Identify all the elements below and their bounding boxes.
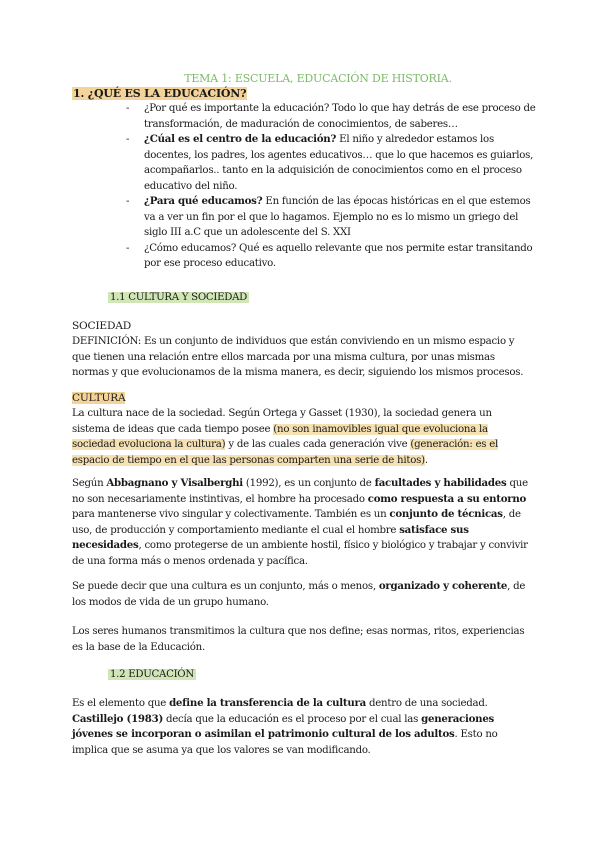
sociedad-label: SOCIEDAD — [72, 320, 132, 332]
section-heading-1: 1. ¿QUÉ ES LA EDUCACIÓN? — [73, 87, 247, 100]
question-list — [126, 101, 536, 272]
list-item: - ¿Cómo educamos? Qué es aquello relevante que nos permite estar transitando por ese proceso educativo. — [126, 242, 533, 269]
cultura-paragraph-2: Según Abbagnano y Visalberghi (1992), es un conjunto de facultades y habilidades que no son necesariamente instintivas, el hombre ha procesado como respuesta a su entorno para mantenerse vivo singular y colectivamente. También es un conjunto de técnicas, de uso, de producción y comportamiento mediante el cual el hombre satisface sus necesidades, como protegerse de un ambiente hostil, físico y biológico y trabajar y convivir de una forma más o menos ordenada y pacífica. — [72, 477, 528, 567]
sociedad-definition: DEFINICIÓN: Es un conjunto de individuos que están conviviendo en un mismo espacio y que tienen una relación entre ellos marcada por una misma cultura, por unas mismas normas y que evolucionamos de la misma manera, es decir, siguiendo los mismos procesos. — [72, 336, 524, 379]
educacion-paragraph-1: Es el elemento que define la transferencia de la cultura dentro de una sociedad. Castillejo (1983) decía que la educación es el proceso por el cual las generaciones jóvenes se incorporan o asimilan el patrimonio cultural de los adultos. Esto no implica que se asuma ya que los valores se van modificando. — [72, 697, 498, 756]
list-item: - ¿Cúal es el centro de la educación? El niño y alrededor estamos los docentes, los padres, los agentes educativos… que lo que hacemos es guiarlos, acompañarlos.. tanto en la adquisición de conocimientos como en el proceso educativo del niño. — [126, 133, 534, 192]
cultura-paragraph-4: Los seres humanos transmitimos la cultura que nos define; esas normas, ritos, experiencias es la base de la Educación. — [72, 626, 525, 653]
subsection-heading-cultura-sociedad: 1.1 CULTURA Y SOCIEDAD — [110, 292, 248, 303]
cultura-paragraph-3: Se puede decir que una cultura es un conjunto, más o menos, organizado y coherente, de los modos de vida de un grupo humano. — [72, 580, 526, 608]
document-title: TEMA 1: ESCUELA, EDUCACIÓN DE HISTORIA. — [184, 72, 452, 85]
list-item: - ¿Para qué educamos? En función de las épocas históricas en el que estemos va a ver un fin por el que lo hagamos. Ejemplo no es lo mismo un griego del siglo III a.C que un adolescente del S. XXI — [126, 195, 531, 238]
subsection-heading-educacion: 1.2 EDUCACIÓN — [110, 669, 194, 680]
cultura-paragraph-1: La cultura nace de la sociedad. Según Ortega y Gasset (1930), la sociedad genera un sistema de ideas que cada tiempo posee (no son inamovibles igual que evoluciona la sociedad evoluciona la cultura) y de las cuales cada generación vive (generación: es el espacio de tiempo en el que las personas comparten una serie de hitos). — [72, 408, 499, 466]
cultura-label: CULTURA — [72, 392, 126, 404]
list-item: - ¿Por qué es importante la educación? Todo lo que hay detrás de ese proceso de transformación, de maduración de conocimientos, de saberes… — [126, 103, 536, 130]
